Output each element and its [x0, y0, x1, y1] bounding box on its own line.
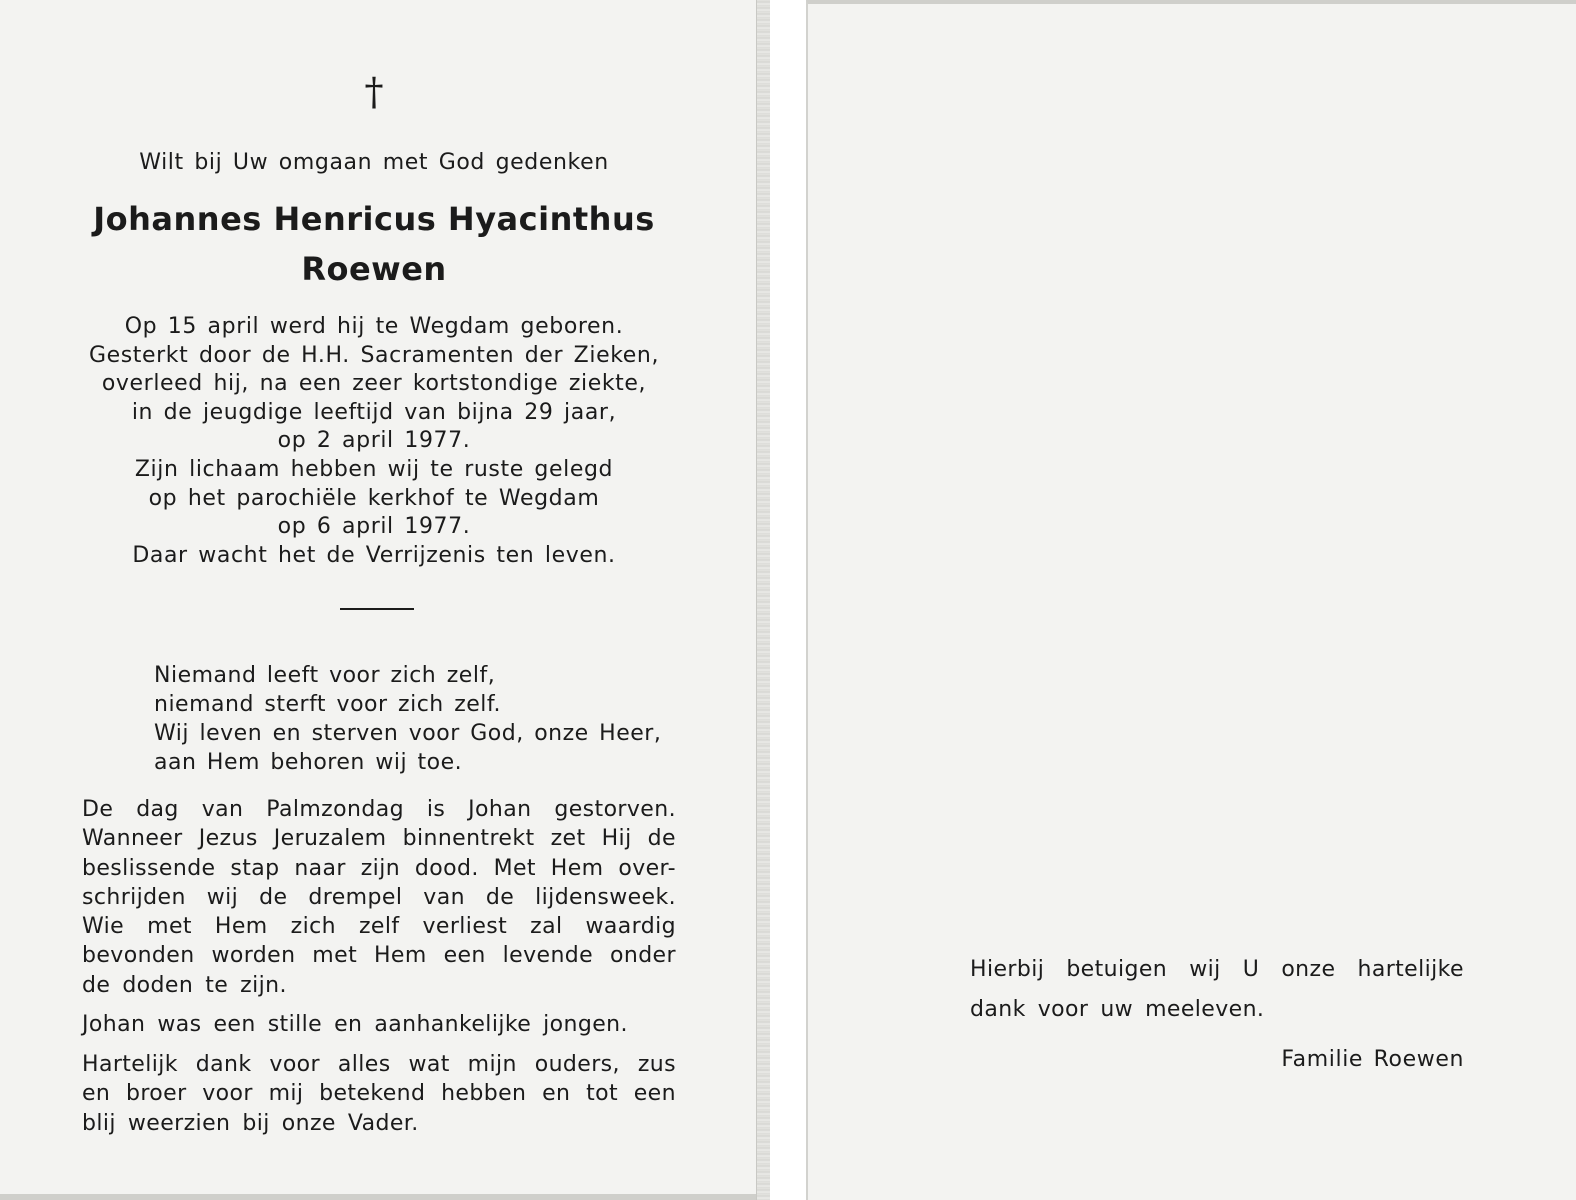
word: wij: [206, 884, 239, 910]
card-edge: [756, 0, 771, 1200]
text-line: [970, 990, 1464, 1030]
word: mij: [268, 1081, 304, 1107]
word: en: [82, 1081, 111, 1107]
word: schrijden: [82, 884, 186, 910]
word: een: [443, 943, 486, 969]
word: zus: [637, 1052, 676, 1077]
deceased-name-line-1: Johannes Henricus Hyacinthus: [93, 200, 655, 238]
bio-line: Gesterkt door de H.H. Sacramenten der Zieken,: [88, 342, 660, 368]
word: zelf: [358, 914, 400, 940]
word: de: [647, 826, 676, 852]
poem-line: Wij leven en sterven voor God, onze Heer,: [154, 721, 662, 746]
left-page: [0, 0, 760, 1200]
word: en: [334, 1012, 363, 1037]
word: drempel: [308, 884, 403, 910]
bio-line: in de jeugdige leeftijd van bijna 29 jaar,: [131, 399, 617, 425]
signature: Familie Roewen: [1281, 1047, 1464, 1072]
word: een: [213, 1012, 256, 1037]
word: Hij: [601, 826, 632, 852]
word: naar: [294, 855, 346, 881]
word: beslissende: [82, 855, 216, 881]
paragraph-gratitude: [82, 1050, 676, 1138]
word: weerzien: [127, 1110, 231, 1136]
word: Vader.: [347, 1110, 419, 1136]
word: verliest: [422, 914, 508, 940]
word: Hem: [373, 943, 427, 969]
word: Palmzondag: [266, 797, 404, 822]
word: Jeruzalem: [273, 826, 387, 852]
paragraph-quiet-boy: [82, 1010, 676, 1039]
word: uw: [1100, 997, 1134, 1022]
word: voor: [202, 1081, 253, 1107]
poem-line: Niemand leeft voor zich zelf,: [154, 663, 496, 688]
intro-line: Wilt bij Uw omgaan met God gedenken: [139, 150, 609, 175]
text-line: [82, 1050, 676, 1079]
word: zijn.: [240, 972, 287, 998]
word: Jezus: [198, 826, 258, 852]
word: zich: [290, 914, 336, 940]
word: Hem: [550, 855, 604, 881]
bio-line: op 2 april 1977.: [277, 428, 471, 454]
cross-icon: †: [364, 70, 384, 114]
poem-line: aan Hem behoren wij toe.: [154, 750, 463, 775]
word: lijdensweek.: [535, 884, 676, 910]
word: dank: [195, 1052, 252, 1077]
word: binnentrekt: [402, 826, 535, 852]
text-line: [82, 1079, 676, 1108]
poem: [154, 661, 661, 777]
text-line: [82, 941, 676, 970]
text-line: [970, 950, 1464, 990]
word: aanhankelijke: [374, 1012, 532, 1037]
word: met: [312, 943, 358, 969]
bio-line: Daar wacht het de Verrijzenis ten leven.: [132, 542, 616, 568]
word: de: [259, 884, 288, 910]
word: was: [157, 1012, 202, 1037]
word: van: [201, 797, 244, 822]
word: jongen.: [543, 1012, 628, 1037]
word: zijn: [360, 855, 401, 881]
word: stille: [267, 1012, 323, 1037]
word: Johan: [468, 797, 532, 822]
word: alles: [337, 1052, 391, 1077]
word: wat: [408, 1052, 450, 1077]
word: wij: [1189, 957, 1221, 982]
word: is: [426, 797, 446, 822]
word: Met: [493, 855, 536, 881]
text-line: [82, 1010, 676, 1039]
text-line: [82, 854, 676, 883]
text-line: [82, 912, 676, 941]
word: doden: [122, 972, 194, 998]
word: voor: [269, 1052, 320, 1077]
word: de: [485, 884, 515, 910]
word: De: [82, 797, 114, 822]
word: bevonden: [82, 943, 195, 969]
word: gestorven.: [554, 797, 676, 822]
word: voor: [1037, 997, 1089, 1022]
word: dag: [136, 797, 179, 822]
word: hebben: [441, 1081, 527, 1107]
text-line: [82, 795, 676, 824]
biography: [0, 313, 748, 570]
word: onze: [281, 1110, 336, 1136]
word: worden: [211, 943, 296, 969]
deceased-name-line-2: Roewen: [301, 250, 447, 288]
word: blij: [82, 1110, 116, 1136]
word: de: [82, 972, 111, 998]
word: onze: [1281, 957, 1336, 982]
word: dank: [970, 997, 1026, 1022]
word: ouders,: [534, 1052, 620, 1077]
word: dood.: [414, 855, 479, 881]
word: stap: [230, 855, 280, 881]
word: levende: [502, 943, 594, 969]
bio-line: op het parochiële kerkhof te Wegdam: [148, 485, 600, 511]
word: zal: [530, 914, 563, 940]
word: Hierbij: [970, 957, 1045, 982]
word: te: [205, 972, 229, 998]
word: broer: [125, 1081, 187, 1107]
word: betekend: [319, 1081, 426, 1107]
word: met: [147, 914, 192, 940]
word: meeleven.: [1145, 997, 1265, 1022]
gutter: [770, 0, 806, 1200]
text-line: [82, 883, 676, 912]
word: bij: [242, 1110, 270, 1136]
thanks-message: [970, 950, 1464, 1030]
word: een: [633, 1081, 676, 1107]
bio-line: Zijn lichaam hebben wij te ruste gelegd: [134, 456, 614, 482]
word: Wanneer: [82, 826, 183, 852]
word: hartelijke: [1357, 957, 1464, 982]
text-line: [82, 1109, 676, 1138]
word: waardig: [585, 914, 676, 940]
word: over-: [618, 855, 676, 881]
word: zet: [550, 826, 586, 852]
word: Wie: [82, 914, 125, 940]
text-line: [82, 824, 676, 853]
paragraph-palm-sunday: [82, 795, 676, 1000]
word: Hem: [214, 914, 268, 940]
word: onder: [609, 943, 676, 969]
poem-line: niemand sterft voor zich zelf.: [154, 692, 502, 717]
word: mijn: [467, 1052, 517, 1077]
text-line: [82, 971, 676, 1000]
bio-line: Op 15 april werd hij te Wegdam geboren.: [124, 314, 624, 339]
word: tot: [586, 1081, 618, 1107]
word: Hartelijk: [82, 1052, 178, 1077]
word: U: [1242, 957, 1260, 982]
bio-line: overleed hij, na een zeer kortstondige ziekte,: [101, 371, 647, 397]
word: en: [542, 1081, 571, 1107]
word: van: [423, 884, 465, 910]
bio-line: op 6 april 1977.: [277, 514, 471, 540]
word: betuigen: [1066, 957, 1168, 982]
divider: [340, 608, 414, 610]
word: Johan: [82, 1012, 146, 1037]
